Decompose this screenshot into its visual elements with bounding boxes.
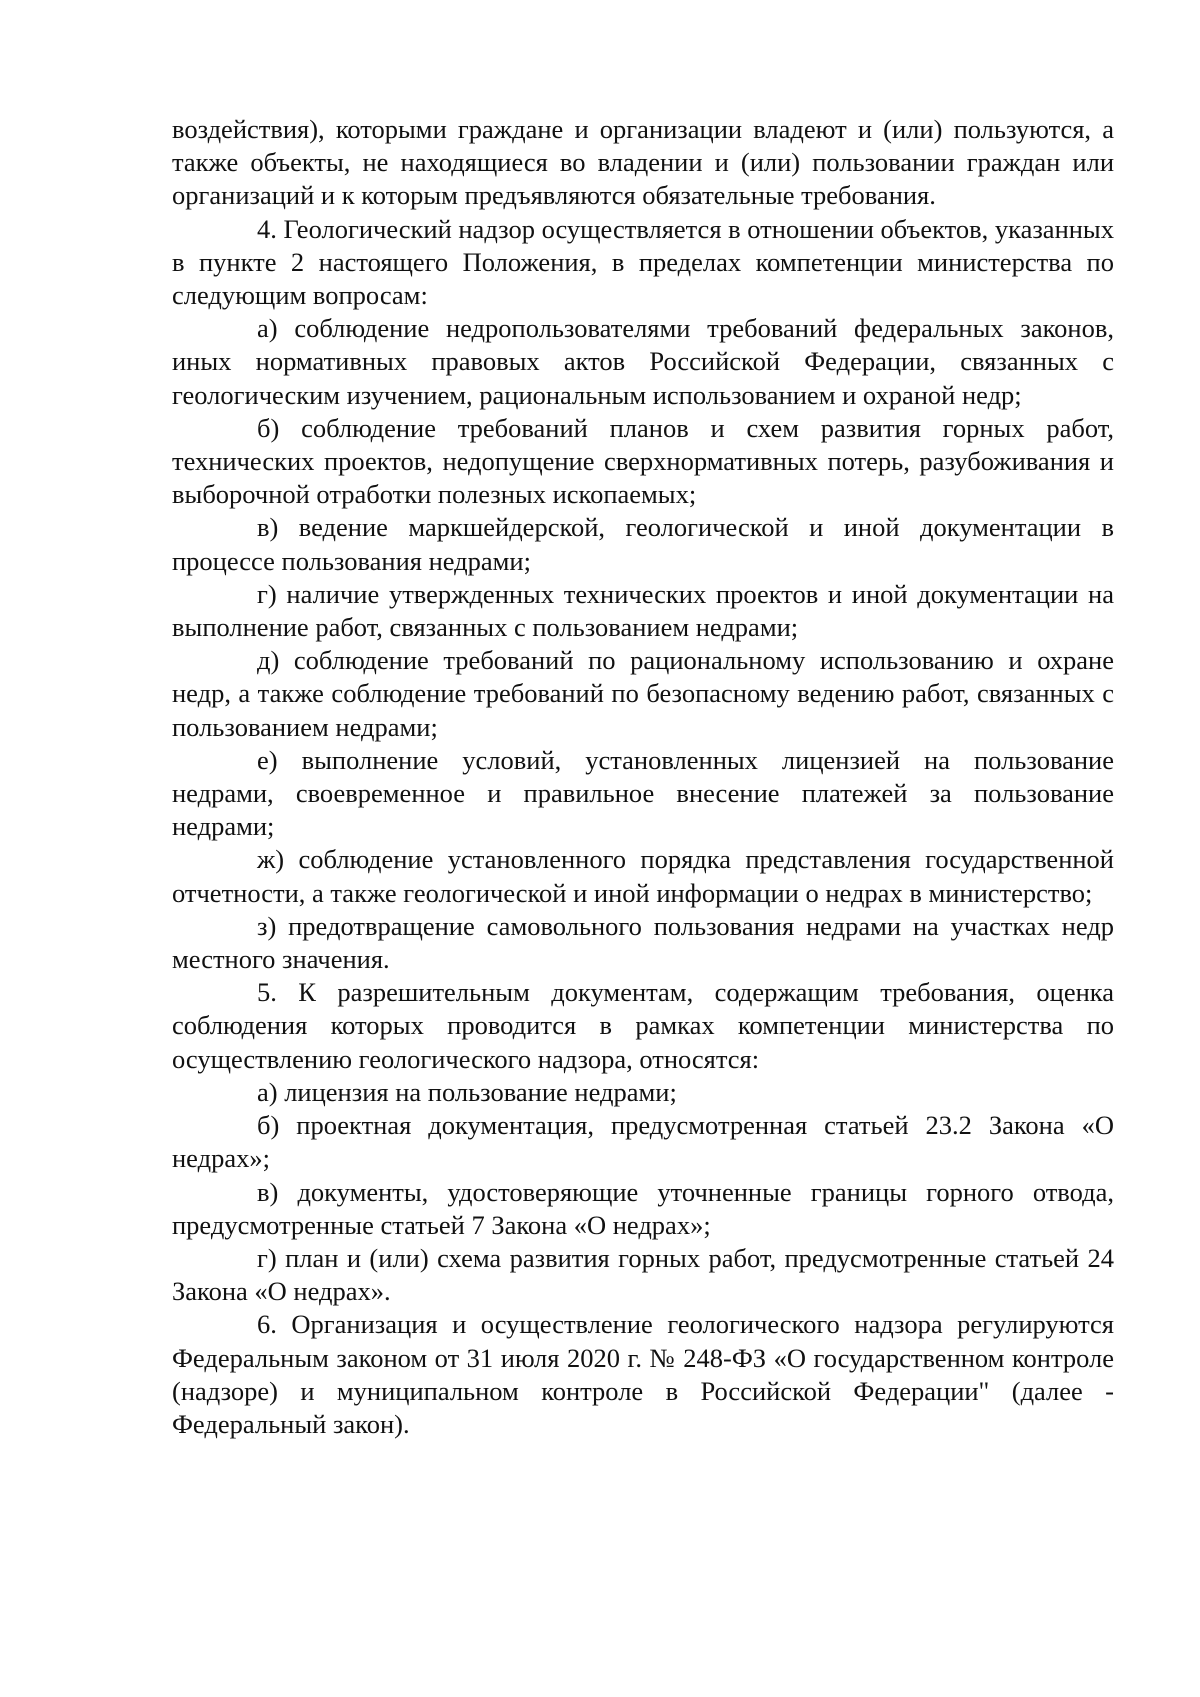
paragraph-item-4d: д) соблюдение требований по рациональному использованию и охране недр, а также соблюдение требований по безопасному ведению работ, связанных с пользованием недрами; [172, 645, 1114, 742]
paragraph-item-4e: е) выполнение условий, установленных лицензией на пользование недрами, своевременное и правильное внесение платежей за пользование недрами; [172, 744, 1114, 842]
paragraph-item-4b: б) соблюдение требований планов и схем развития горных работ, технических проектов, недопущение сверхнормативных потерь, разубоживания и выборочной отработки полезных ископаемых; [172, 412, 1114, 510]
paragraph-item-6: 6. Организация и осуществление геологического надзора регулируются Федеральным законом от 31 июля 2020 г. № 248-ФЗ «О государственном контроле (надзоре) и муниципальном контроле в Российской Федерации" (далее - Федеральный закон). [172, 1309, 1114, 1439]
paragraph-item-5b: б) проектная документация, предусмотренная статьей 23.2 Закона «О недрах»; [172, 1110, 1114, 1174]
paragraph-item-4a: а) соблюдение недропользователями требований федеральных законов, иных нормативных правовых актов Российской Федерации, связанных с геологическим изучением, рациональным использованием и охраной недр; [172, 313, 1114, 410]
paragraph-item-4: 4. Геологический надзор осуществляется в отношении объектов, указанных в пункте 2 настоящего Положения, в пределах компетенции министерства по следующим вопросам: [172, 213, 1114, 311]
document-body [172, 113, 1114, 1441]
paragraph-item-5v: в) документы, удостоверяющие уточненные границы горного отвода, предусмотренные статьей 7 Закона «О недрах»; [172, 1176, 1114, 1240]
paragraph-item-4v: в) ведение маркшейдерской, геологической и иной документации в процессе пользования недрами; [172, 512, 1114, 576]
paragraph-item-5: 5. К разрешительным документам, содержащим требования, оценка соблюдения которых проводится в рамках компетенции министерства по осуществлению геологического надзора, относятся: [172, 977, 1114, 1074]
paragraph-item-4zh: ж) соблюдение установленного порядка представления государственной отчетности, а также геологической и иной информации о недрах в министерство; [172, 844, 1114, 908]
paragraph-item-4z: з) предотвращение самовольного пользования недрами на участках недр местного значения. [172, 910, 1114, 975]
paragraph-continuation: воздействия), которыми граждане и организации владеют и (или) пользуются, а также объекты, не находящиеся во владении и (или) пользовании граждан или организаций и к которым предъявляются обязательные требования. [172, 114, 1114, 211]
paragraph-item-4g: г) наличие утвержденных технических проектов и иной документации на выполнение работ, связанных с пользованием недрами; [172, 578, 1114, 643]
paragraph-item-5g: г) план и (или) схема развития горных работ, предусмотренные статьей 24 Закона «О недрах». [172, 1242, 1114, 1307]
paragraph-item-5a: а) лицензия на пользование недрами; [257, 1076, 677, 1107]
